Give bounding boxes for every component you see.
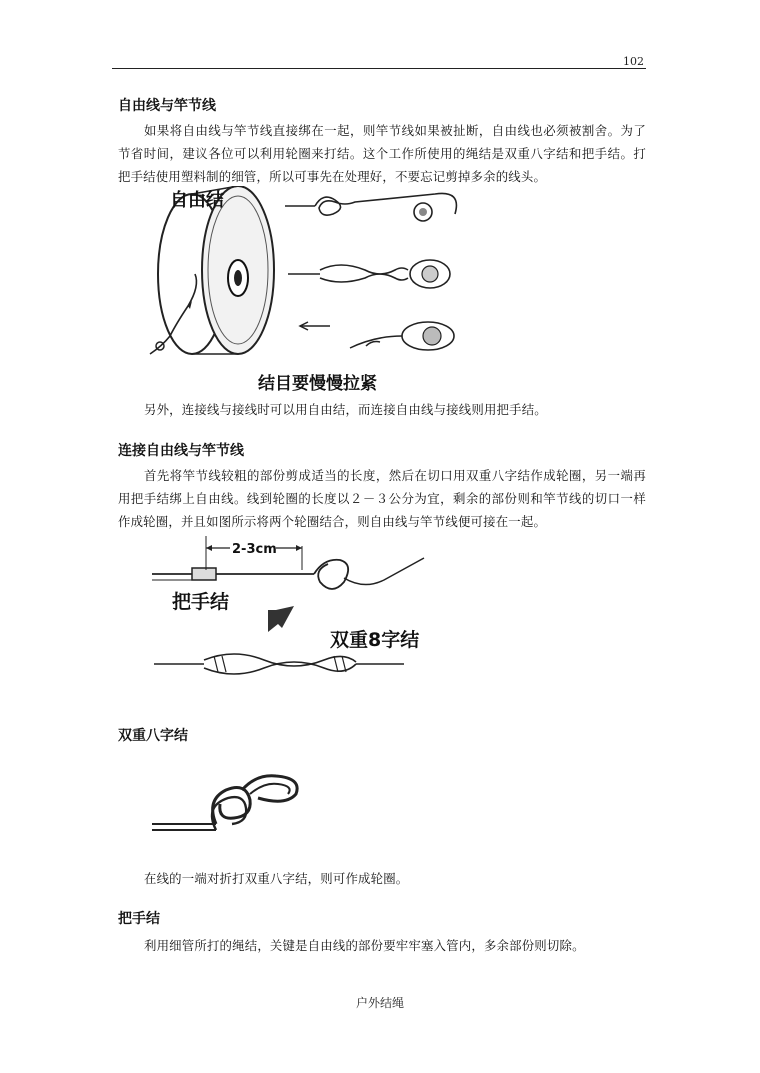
figure-label-handle-knot: 把手结 [172,591,230,613]
header-rule [112,68,646,69]
figure-label-tighten: 结目要慢慢拉紧 [258,374,377,394]
double-eight-illustration [146,760,311,850]
figure-label-double-eight: 双重8字结 [330,629,420,651]
page-number: 102 [623,55,644,68]
section-heading-connect: 连接自由线与竿节线 [118,443,244,459]
section-heading-free-line: 自由线与竿节线 [118,98,216,114]
figure-label-measure: 2-3cm [232,542,277,557]
section-paragraph: 首先将竿节线较粗的部份剪成适当的长度，然后在切口用双重八字结作成轮圈，另一端再用把手结绑上自由线。线到轮圈的长度以２－３公分为宜，剩余的部份则和竿节线的切口一样作成轮圈，并且如图所示将两个轮圈结合，则自由线与竿节线便可接在一起。 [118,468,646,529]
section-paragraph: 利用细管所打的绳结，关键是自由线的部份要牢牢塞入管内，多余部份则切除。 [144,938,585,953]
figure-free-knot [140,186,470,396]
page-footer: 户外结绳 [355,996,404,1010]
section-paragraph: 如果将自由线与竿节线直接绑在一起，则竿节线如果被扯断，自由线也必须被割舍。为了节省时间，建议各位可以利用轮圈来打结。这个工作所使用的绳结是双重八字结和把手结。打把手结使用塑料制的细管，所以可事先在处理好，不要忘记剪掉多余的线头。 [118,123,646,184]
section-paragraph: 另外，连接线与接线时可以用自由结，而连接自由线与接线则用把手结。 [144,402,547,417]
section-heading-double-eight: 双重八字结 [118,728,188,744]
section-heading-handle-knot: 把手结 [118,911,160,927]
connect-lines-illustration [144,530,434,700]
figure-double-eight-knot [146,760,311,850]
figure-connect-lines [144,530,434,700]
free-knot-illustration [140,186,470,396]
figure-label-free-knot: 自由结 [170,190,224,211]
section-paragraph: 在线的一端对折打双重八字结，则可作成轮圈。 [144,871,409,886]
